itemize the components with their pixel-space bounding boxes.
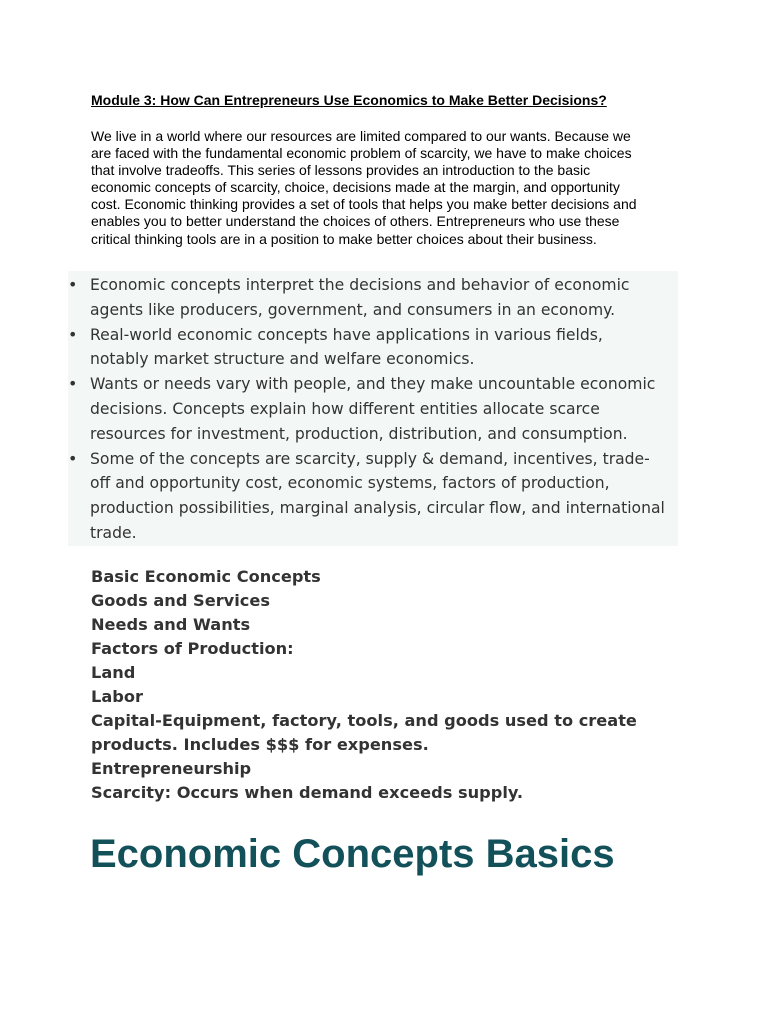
module-title: Module 3: How Can Entrepreneurs Use Economics to Make Better Decisions?	[91, 92, 607, 108]
bullet-line: Real-world economic concepts have applications in various fields,	[90, 325, 603, 344]
bullet-panel	[68, 271, 678, 546]
bullet-marker: •	[68, 324, 78, 344]
bullet-line: resources for investment, production, distribution, and consumption.	[90, 424, 628, 443]
bullet-list	[68, 273, 678, 546]
section-heading: Economic Concepts Basics	[90, 832, 615, 876]
bullet-line: Some of the concepts are scarcity, supply & demand, incentives, trade-	[90, 449, 650, 468]
bullet-marker: •	[68, 374, 78, 394]
bullet-marker: •	[68, 275, 78, 294]
intro-paragraph	[91, 128, 686, 248]
bullet-item	[68, 273, 678, 323]
bullet-line: off and opportunity cost, economic systems, factors of production,	[90, 474, 610, 493]
intro-line: We live in a world where our resources are limited compared to our wants. Because we	[91, 128, 631, 144]
concept-line: Land	[91, 663, 136, 682]
concept-line: Labor	[91, 687, 143, 706]
concepts-list	[91, 565, 691, 805]
intro-line: cost. Economic thinking provides a set of tools that helps you make better decisions and	[91, 196, 637, 213]
bullet-line: notably market structure and welfare economics.	[90, 350, 475, 369]
concept-line: Goods and Services	[91, 591, 270, 610]
bullet-line: production possibilities, marginal analysis, circular flow, and international	[90, 499, 665, 518]
bullet-line: agents like producers, government, and consumers in an economy.	[90, 300, 616, 319]
bullet-line: Economic concepts interpret the decisions and behavior of economic	[90, 276, 630, 294]
intro-line: are faced with the fundamental economic problem of scarcity, we have to make choices	[91, 145, 632, 162]
bullet-item	[68, 323, 678, 373]
concept-line: Needs and Wants	[91, 615, 251, 634]
intro-line: economic concepts of scarcity, choice, decisions made at the margin, and opportunity	[91, 179, 620, 196]
concept-line: Scarcity: Occurs when demand exceeds supply.	[91, 783, 524, 802]
bullet-item	[68, 447, 678, 546]
concept-line: Entrepreneurship	[91, 759, 252, 778]
bullet-marker: •	[68, 448, 78, 468]
bullet-line: trade.	[90, 523, 137, 542]
bullet-item	[68, 372, 678, 446]
intro-line: critical thinking tools are in a position to make better choices about their business.	[91, 230, 597, 247]
bullet-line: Wants or needs vary with people, and they make uncountable economic	[90, 375, 656, 394]
intro-line: that involve tradeoffs. This series of lessons provides an introduction to the basic	[91, 162, 591, 179]
bullet-line: decisions. Concepts explain how different entities allocate scarce	[90, 399, 600, 418]
concept-line: Basic Economic Concepts	[91, 567, 321, 586]
concept-line: Factors of Production:	[91, 639, 294, 658]
concept-line: products. Includes $$$ for expenses.	[91, 735, 429, 754]
concept-line: Capital-Equipment, factory, tools, and goods used to create	[91, 711, 637, 730]
intro-line: enables you to better understand the choices of others. Entrepreneurs who use these	[91, 213, 620, 230]
